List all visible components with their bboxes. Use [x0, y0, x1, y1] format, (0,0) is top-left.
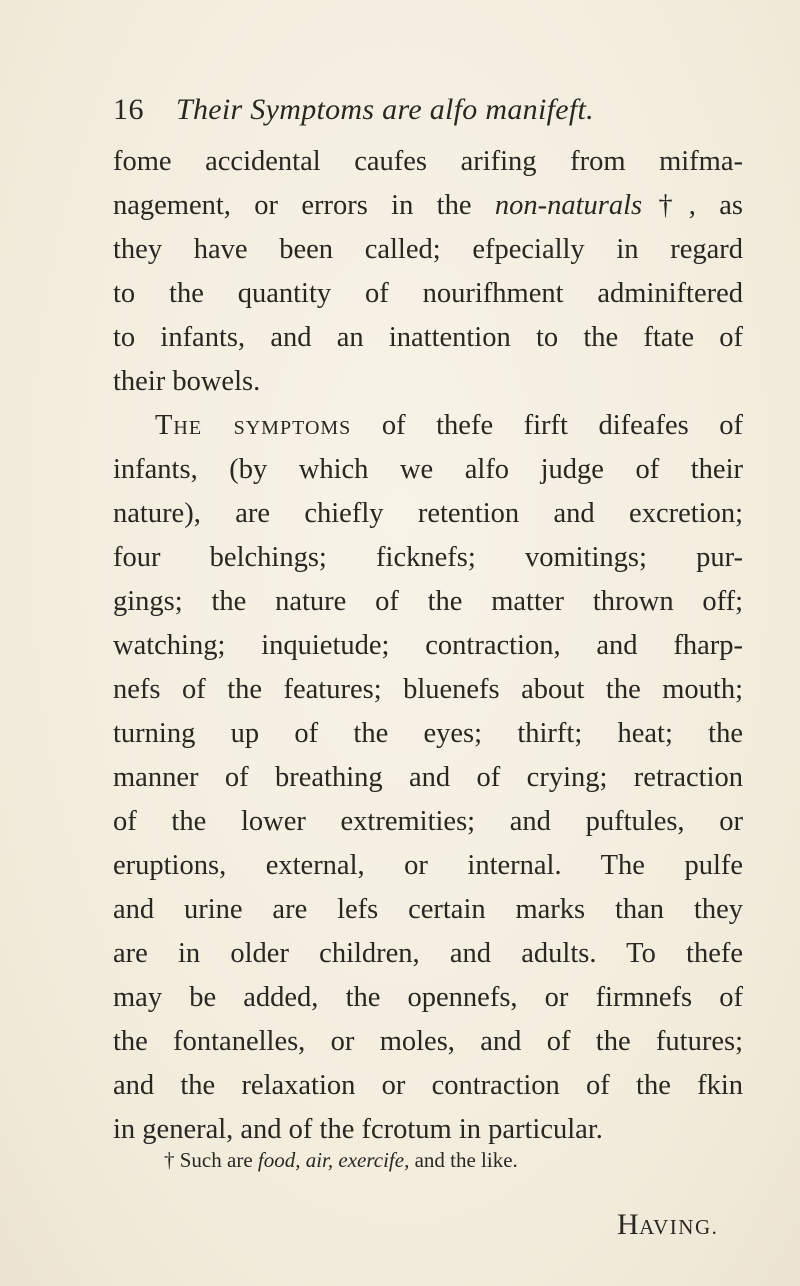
footnote — [164, 1148, 518, 1173]
text-line: to the quantity of nourifhment adminiftered — [113, 278, 743, 309]
text-line: and urine are lefs certain marks than they — [113, 894, 743, 925]
small-caps-lead: The symptoms — [155, 410, 352, 441]
text-line: fome accidental caufes arifing from mifma- — [113, 146, 743, 177]
text-line — [155, 404, 743, 448]
footnote-lead: Such are — [179, 1148, 258, 1172]
text-line: the fontanelles, or moles, and of the futures; — [113, 1026, 743, 1057]
text-segment: nagement, or errors in the — [113, 190, 495, 221]
text-line: turning up of the eyes; thirft; heat; the — [113, 718, 743, 749]
page-header — [113, 93, 713, 137]
text-line: watching; inquietude; contraction, and fharp- — [113, 630, 743, 661]
running-head: Their Symptoms are alfo manifeft. — [176, 93, 594, 126]
text-segment: of thefe firft difeafes of — [351, 410, 743, 441]
text-line: are in older children, and adults. To thefe — [113, 938, 743, 969]
text-line: of the lower extremities; and puftules, or — [113, 806, 743, 837]
text-line: to infants, and an inattention to the ftate of — [113, 322, 743, 353]
text-line: manner of breathing and of crying; retraction — [113, 762, 743, 793]
text-line: eruptions, external, or internal. The pulfe — [113, 850, 743, 881]
text-segment: †, as — [642, 190, 743, 221]
catchword-rest: AVING. — [639, 1215, 719, 1239]
catchword — [617, 1208, 718, 1242]
text-line: their bowels. — [113, 366, 261, 397]
text-line — [113, 184, 743, 228]
text-line: four belchings; ficknefs; vomitings; pur- — [113, 542, 743, 573]
text-line: nature), are chiefly retention and excretion; — [113, 498, 743, 529]
footnote-italic: food, air, exercife, — [257, 1148, 410, 1172]
text-line: may be added, the opennefs, or firmnefs of — [113, 982, 743, 1013]
text-line: and the relaxation or contraction of the fkin — [113, 1070, 743, 1101]
text-line: they have been called; efpecially in regard — [113, 234, 743, 265]
text-line: nefs of the features; bluenefs about the mouth; — [113, 674, 743, 705]
text-line: infants, (by which we alfo judge of their — [113, 454, 743, 485]
text-line: gings; the nature of the matter thrown off; — [113, 586, 743, 617]
catchword-cap: H — [617, 1208, 640, 1241]
footnote-tail: and the like. — [409, 1148, 518, 1172]
page-number: 16 — [113, 93, 144, 126]
text-line: in general, and of the fcrotum in particular. — [113, 1114, 603, 1145]
dagger-mark: † — [164, 1148, 175, 1172]
italic-term: non-naturals — [494, 190, 643, 221]
